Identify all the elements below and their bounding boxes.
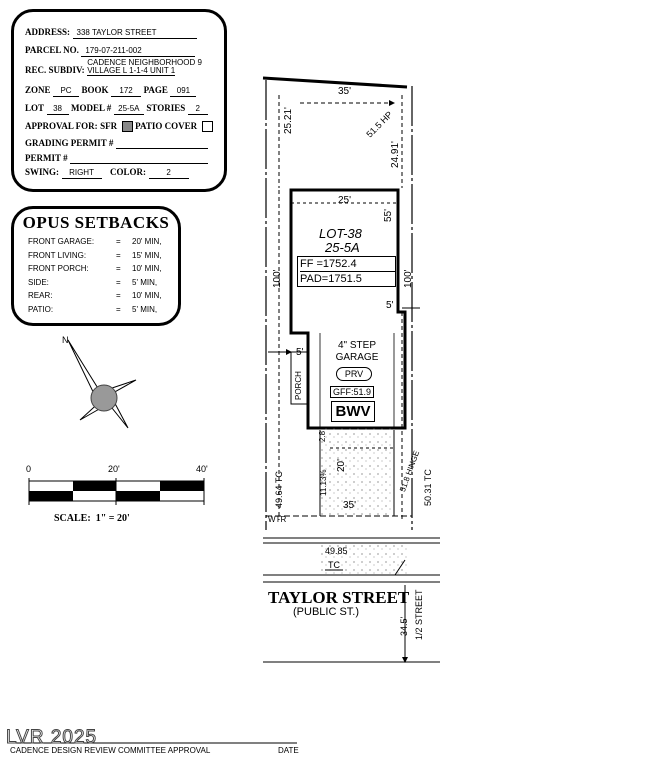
ff-elevation: FF =1752.4 [300, 258, 357, 270]
street-name: TAYLOR STREET [268, 588, 410, 607]
right-side-dim: 5' [386, 300, 394, 311]
page-value: 091 [170, 86, 196, 97]
setback-name: FRONT GARAGE: [28, 237, 95, 246]
pad-elevation: PAD=1751.5 [300, 271, 395, 286]
setback-name: FRONT PORCH: [28, 264, 89, 273]
scale-label: SCALE: 1" = 20' [54, 513, 130, 524]
wtr-label: WTR [268, 515, 287, 524]
setback-eq: = [116, 237, 121, 246]
zone-value: PC [53, 86, 79, 97]
drive-dim: 11.13% [319, 469, 328, 496]
setback-value: 5' MIN, [132, 277, 158, 287]
prv-label: PRV [336, 367, 372, 381]
right-depth-dim: 100' [403, 269, 414, 288]
permit-row: PERMIT # [25, 153, 208, 164]
scale-bar [29, 478, 204, 505]
setback-name: PATIO: [28, 304, 54, 314]
left-tc: 49.64 TC [274, 471, 284, 508]
north-arrow-icon [62, 335, 136, 428]
setbacks-title: OPUS SETBACKS [22, 213, 170, 232]
setback-eq: = [116, 304, 121, 314]
setback-value: 10' MIN, [132, 291, 162, 300]
bwv-label: BWV [331, 401, 375, 422]
subdiv-line-1: CADENCE NEIGHBORHOOD 9 [87, 58, 202, 67]
svg-text:N: N [62, 335, 69, 345]
house-width-dim: 25' [338, 195, 352, 206]
book-value: 172 [111, 86, 141, 97]
setback-value: 10' MIN, [132, 264, 162, 273]
elevation-box [297, 256, 396, 287]
watermark: LVR 2025 [6, 727, 98, 748]
street-tc-label: TC [328, 560, 340, 570]
gff-label: GFF:51.9 [330, 386, 374, 398]
setback-name: FRONT LIVING: [28, 250, 87, 260]
committee-approval-label: CADENCE DESIGN REVIEW COMMITTEE APPROVAL [10, 746, 211, 755]
lot-row: LOT 38 MODEL # 25-5A STORIES 2 [25, 103, 208, 115]
swing-row: SWING: RIGHT COLOR: 2 [25, 167, 189, 179]
color-value: 2 [149, 168, 189, 179]
stories-value: 2 [188, 104, 208, 115]
parcel-row: PARCEL NO. 179-07-211-002 [25, 45, 195, 57]
setback-eq: = [116, 264, 121, 273]
half-street-label: 1/2 STREET [414, 589, 424, 640]
swing-value: RIGHT [62, 168, 102, 179]
model-value: 25-5A [114, 104, 144, 115]
right-tc: 50.31 TC [423, 469, 433, 506]
setback-eq: = [116, 291, 121, 300]
scale-tick-0: 0 [26, 464, 32, 474]
front-setback-dim: 20' [336, 458, 347, 472]
address-row: ADDRESS: 338 TAYLOR STREET [25, 27, 197, 39]
subdiv-line-2: VILLAGE L 1-1-4 UNIT 1 [87, 66, 176, 75]
date-label: DATE [278, 746, 299, 755]
scale-value: 1" = 20' [95, 513, 130, 524]
approval-row: APPROVAL FOR: SFR PATIO COVER [25, 121, 213, 132]
setback-value: 20' MIN, [132, 237, 162, 246]
right-rear-setback: 24.91' [390, 141, 401, 168]
hinge-label: 51.8 HINGE [398, 449, 422, 494]
parcel-value: 179-07-211-002 [81, 46, 195, 57]
lot-value: 38 [47, 104, 69, 115]
rear-width-dim: 35' [338, 86, 352, 97]
garage-label: 4" STEP GARAGE [335, 340, 379, 363]
left-rear-setback: 25.21' [283, 107, 294, 134]
address-value: 338 TAYLOR STREET [73, 28, 197, 39]
half-street-dim: 34.5' [399, 616, 409, 636]
street-tc-value: 49.85 [325, 546, 348, 556]
left-side-dim: 5' [296, 347, 304, 358]
scale-tick-40: 40' [196, 464, 208, 474]
lot-model: 25-5A [325, 240, 360, 255]
scale-tick-20: 20' [108, 464, 120, 474]
setback-eq: = [116, 277, 121, 287]
house-depth-dim: 55' [383, 208, 394, 222]
setback-value: 5' MIN, [132, 304, 158, 314]
front-width-dim: 35' [343, 500, 357, 511]
lot-title: LOT-38 [319, 226, 362, 241]
setback-value: 15' MIN, [132, 250, 162, 260]
hp-label: 51.5 HP [364, 109, 395, 140]
setback-name: REAR: [28, 291, 53, 300]
setback-eq: = [116, 250, 121, 260]
grading-row: GRADING PERMIT # [25, 138, 208, 149]
setback-name: SIDE: [28, 277, 49, 287]
subdiv-row: REC. SUBDIV: CADENCE NEIGHBORHOOD 9 VILLAGE L 1-1-4 UNIT 1 [25, 58, 202, 75]
zone-row: ZONE PC BOOK 172 PAGE 091 [25, 85, 196, 97]
small-dim: 2.8 [318, 430, 327, 442]
street-type: (PUBLIC ST.) [293, 606, 360, 618]
left-depth-dim: 100' [272, 269, 283, 288]
porch-label: PORCH [294, 371, 303, 400]
